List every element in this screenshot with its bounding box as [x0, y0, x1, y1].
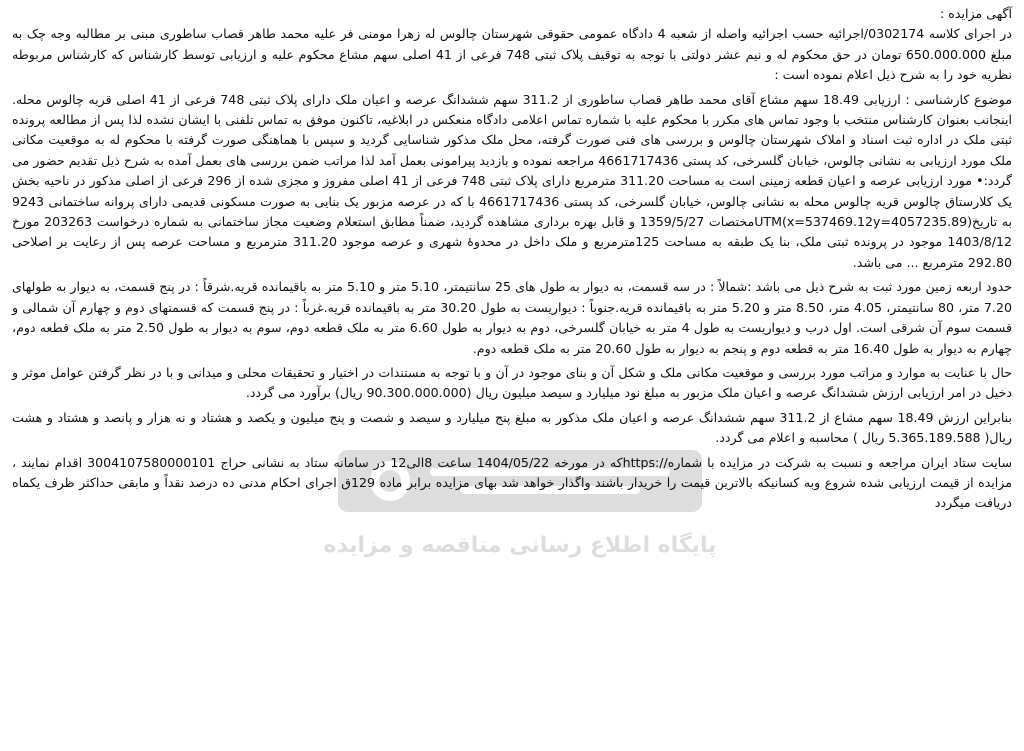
- share-value-paragraph: بنابراین ارزش 18.49 سهم مشاع از 311.2 سهم ششدانگ عرصه و اعیان ملک مذکور به مبلغ پنج میلیارد و سیصد و شصت و پنج میلیون و یکصد و هشتاد و نه هزار و پانصد و هشتاد و هشت ریال( 5.365.189.588 ریال ) محاسبه و اعلام می گردد.: [12, 409, 1012, 446]
- auction-notice: [12, 4, 1012, 514]
- boundaries-paragraph: حدود اربعه زمین مورد ثبت به شرح ذیل می باشد :شمالاً : در سه قسمت، به دیوار به طول های 25 سانتیمتر، 5.10 متر و 5.10 متر به باقیمانده قریه.شرقاً : در پنج قسمت، به دیوار به طولهای 7.20 متر، 80 سانتیمتر، 4.05 متر، 8.50 متر و 5.20 متر به باقیمانده قریه.جنوباً : دیواریست به طول 30.20 متر به باقیمانده قریه.غرباً : در پنج قسمت که قسمتهای دوم و چهارم آن شمالی و قسمت سوم آن شرقی است. اول درب و دیواریست به طول 4 متر به خیابان گلسرخی، دوم به دیوار به طول 6.60 متر به ملک قطعه دوم، سوم به دیوار به طول 2.50 متر به ملک قطعه دوم، چهارم به دیوار به طول 16.40 متر به قطعه دوم و پنجم به دیوار به طول 20.60 متر به ملک قطعه دوم.: [12, 279, 1013, 356]
- expert-report-paragraph: موضوع کارشناسی : ارزیابی 18.49 سهم مشاع آقای محمد طاهر قصاب ساطوری از 311.2 سهم ششدانگ عرصه و اعیان ملک دارای پلاک ثبتی 748 فرعی از 41 اصلی قریه چالوس محله. اینجانب بعنوان کارشناس منتخب با وجود تماس های مکرر با محکوم علیه با شماره تماس اعلامی دادگاه منعکس در ابلاغیه، تاکنون موفق به تماس تلفنی با ایشان نشده لذا پس از مطالعه پرونده ثبتی ملک در اداره ثبت اسناد و املاک شهرستان چالوس و بررسی های فنی صورت گرفته، محل ملک مذکور شناسایی گردید و سپس با هماهنگی صورت گرفته با محکوم له به موقعیت مکانی ملک مورد ارزیابی به نشانی چالوس، خیابان گلسرخی، کد پستی 4661717436 مراجعه نموده و بازدید پیرامونی بعمل آمد لذا مراتب ضمن بررسی های بعمل آمده به شرح ذیل تقدیم حضور می گردد:• مورد ارزیابی عرصه و اعیان قطعه زمینی است به مساحت 311.20 مترمربع دارای پلاک ثبتی 748 فرعی از 41 اصلی مفروز و مجزی شده از 296 فرعی از اصلی مذکور در ناحیه بخش یک کلارستاق چالوس قریه چالوس محله به نشانی چالوس، خیابان گلسرخی، کد پستی 4661717436 با که در عرصه مزبور یک بنایی به صورت مسکونی قدیمی دارای پروانه ساختمانی 9243 به تاریخ(UTM(x=537469.12y=4057235.89مختصات 1359/5/27 و قابل بهره برداری مشاهده گردید، ضمناً مطابق استعلام وضعیت مجاز ساختمانی به شماره درخواست 203263 مورخ 1403/8/12 موجود در پرونده ثبتی ملک، بنا یک طبقه به مساحت 125مترمربع و ملک داخل در محدوهٔ شهری و عرصه موجود 311.20 مترمربع و مساحت عرصه پس از رعایت بر اصلاحی 292.80 مترمربع ... می باشد.: [12, 91, 1013, 270]
- watermark-caption: پایگاه اطلاع رسانی مناقصه و مزایده: [323, 533, 717, 558]
- notice-heading: آگهی مزایده :: [940, 6, 1012, 21]
- auction-terms-paragraph: سایت ستاد ایران مراجعه و نسبت به شرکت در مزایده با شماره//:httpsکه در مورخه 1404/05/22 ساعت 8الی12 در سامانه ستاد به نشانی حراج 3004107580000101 اقدام نمایند ، مزایده از قیمت ارزیابی شده شروع وبه کسانیکه بالاترین قیمت را خریدار باشند واگذار خواهد شد بهای مزایده برابر ماده 129ق اجرای احکام مدنی ده درصد نقداً و مابقی حداکثر ظرف یکماه دریافت میگردد: [12, 454, 1012, 511]
- intro-paragraph: در اجرای کلاسه 0302174/اجرائیه حسب اجرائیه واصله از شعبه 4 دادگاه عمومی حقوقی شهرستان چالوس له زهرا مومنی فر علیه محمد طاهر قصاب ساطوری مبنی بر مطالبه وجه چک به مبلغ 650.000.000 تومان در حق محکوم له و نیم عشر دولتی با توجه به توقیف پلاک ثبتی 748 فرعی از 41 اصلی سهم مشاع محکوم علیه و ارزیابی توسط کارشناس که کارشناس مربوطه نظریه خود را به شرح ذیل اعلام نموده است :: [12, 26, 1012, 83]
- valuation-paragraph: حال با عنایت به موارد و مراتب مورد بررسی و موقعیت مکانی ملک و شکل آن و بنای موجود در آن و با توجه به مستندات در اختیار و تحقیقات محلی و میدانی و با در نظر گرفتن عوامل موثر و دخیل در امر ارزیابی ارزش ششدانگ عرصه و اعیان ملک مزبور به مبلغ نود میلیارد و سیصد میلیون ریال (90.300.000.000 ریال) برآورد می گردد.: [12, 364, 1012, 401]
